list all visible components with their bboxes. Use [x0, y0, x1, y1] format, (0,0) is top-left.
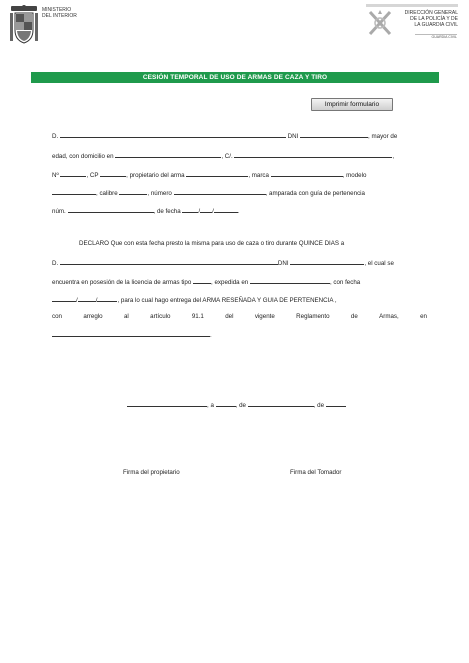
ministry-line-1: MINISTERIO: [42, 7, 72, 13]
day-field[interactable]: [216, 400, 236, 407]
license-year-field[interactable]: [97, 295, 117, 302]
form-title: CESIÓN TEMPORAL DE USO DE ARMAS DE CAZA Y TIRO: [31, 72, 439, 83]
p2-line-3: encuentra en posesión de la licencia de armas tipo , expedida en , con fecha: [52, 279, 361, 286]
license-day-field[interactable]: [52, 295, 76, 302]
weapon-type-field[interactable]: [186, 170, 248, 177]
place-field[interactable]: [127, 400, 207, 407]
weapon-brand-field[interactable]: [271, 170, 343, 177]
ministry-line-2: DEL INTERIOR: [42, 13, 77, 19]
weapon-number-field[interactable]: [174, 188, 266, 195]
weapon-calibre-field[interactable]: [119, 188, 147, 195]
p1-line-4: , calibre , número , amparada con guía de pertenencia: [52, 188, 365, 198]
coat-of-arms-logo: [8, 4, 40, 46]
taker-signature-label: Firma del Tomador: [290, 469, 342, 476]
guardia-civil-sublabel: GUARDIA CIVIL: [415, 34, 457, 39]
guide-day-field[interactable]: [182, 206, 198, 213]
taker-dni-field[interactable]: [290, 258, 364, 265]
owner-city-field[interactable]: [115, 151, 221, 158]
license-month-field[interactable]: [78, 295, 96, 302]
p1-line-3: Nº , CP , propietario del arma , marca , modelo: [52, 172, 367, 179]
owner-dni-field[interactable]: [300, 131, 368, 138]
guide-month-field[interactable]: [200, 206, 212, 213]
owner-number-field[interactable]: [60, 170, 86, 177]
p1-line-5: núm. , de fecha / / .: [52, 208, 240, 215]
license-type-field[interactable]: [193, 277, 211, 284]
p2-line-1: DECLARO Que con esta fecha presto la misma para uso de caza o tiro durante QUINCE DIAS a: [79, 240, 345, 247]
taker-name-field[interactable]: [60, 258, 278, 265]
p1-line-2: edad, con domicilio en , C/. ,: [52, 153, 395, 160]
date-line: , a , de , de: [127, 400, 346, 410]
owner-street-field[interactable]: [234, 151, 392, 158]
regulation-place-field[interactable]: [52, 330, 210, 337]
p2-line-2: D. DNI , el cual se: [52, 260, 394, 267]
guardia-civil-emblem-icon: [367, 8, 393, 38]
gc-line-1: DIRECCIÓN GENERAL: [404, 10, 458, 16]
header-divider: [366, 4, 458, 7]
weapon-model-field[interactable]: [52, 188, 96, 195]
license-issued-field[interactable]: [250, 277, 330, 284]
year-field[interactable]: [326, 400, 346, 407]
p2-line-4: / / , para lo cual hago entrega del ARMA RESEÑADA Y GUIA DE PERTENENCIA ,: [52, 295, 337, 305]
owner-name-field[interactable]: [60, 131, 286, 138]
p1-line-1: D. DNI , mayor de: [52, 133, 398, 140]
p2-line-5: con arreglo al artículo 91.1 del vigente Reglamento de Armas, en: [52, 313, 427, 320]
guardia-civil-name: [396, 10, 458, 28]
owner-postcode-field[interactable]: [100, 170, 126, 177]
guide-year-field[interactable]: [214, 206, 238, 213]
p2-line-6: .: [52, 330, 212, 340]
gc-line-2: DE LA POLICÍA Y DE: [410, 16, 458, 22]
print-form-button[interactable]: Imprimir formulario: [311, 98, 393, 111]
month-field[interactable]: [248, 400, 314, 407]
owner-signature-label: Firma del propietario: [123, 469, 180, 476]
ministry-name: [42, 7, 102, 19]
gc-line-3: LA GUARDIA CIVIL: [414, 22, 458, 28]
guide-number-field[interactable]: [68, 206, 154, 213]
